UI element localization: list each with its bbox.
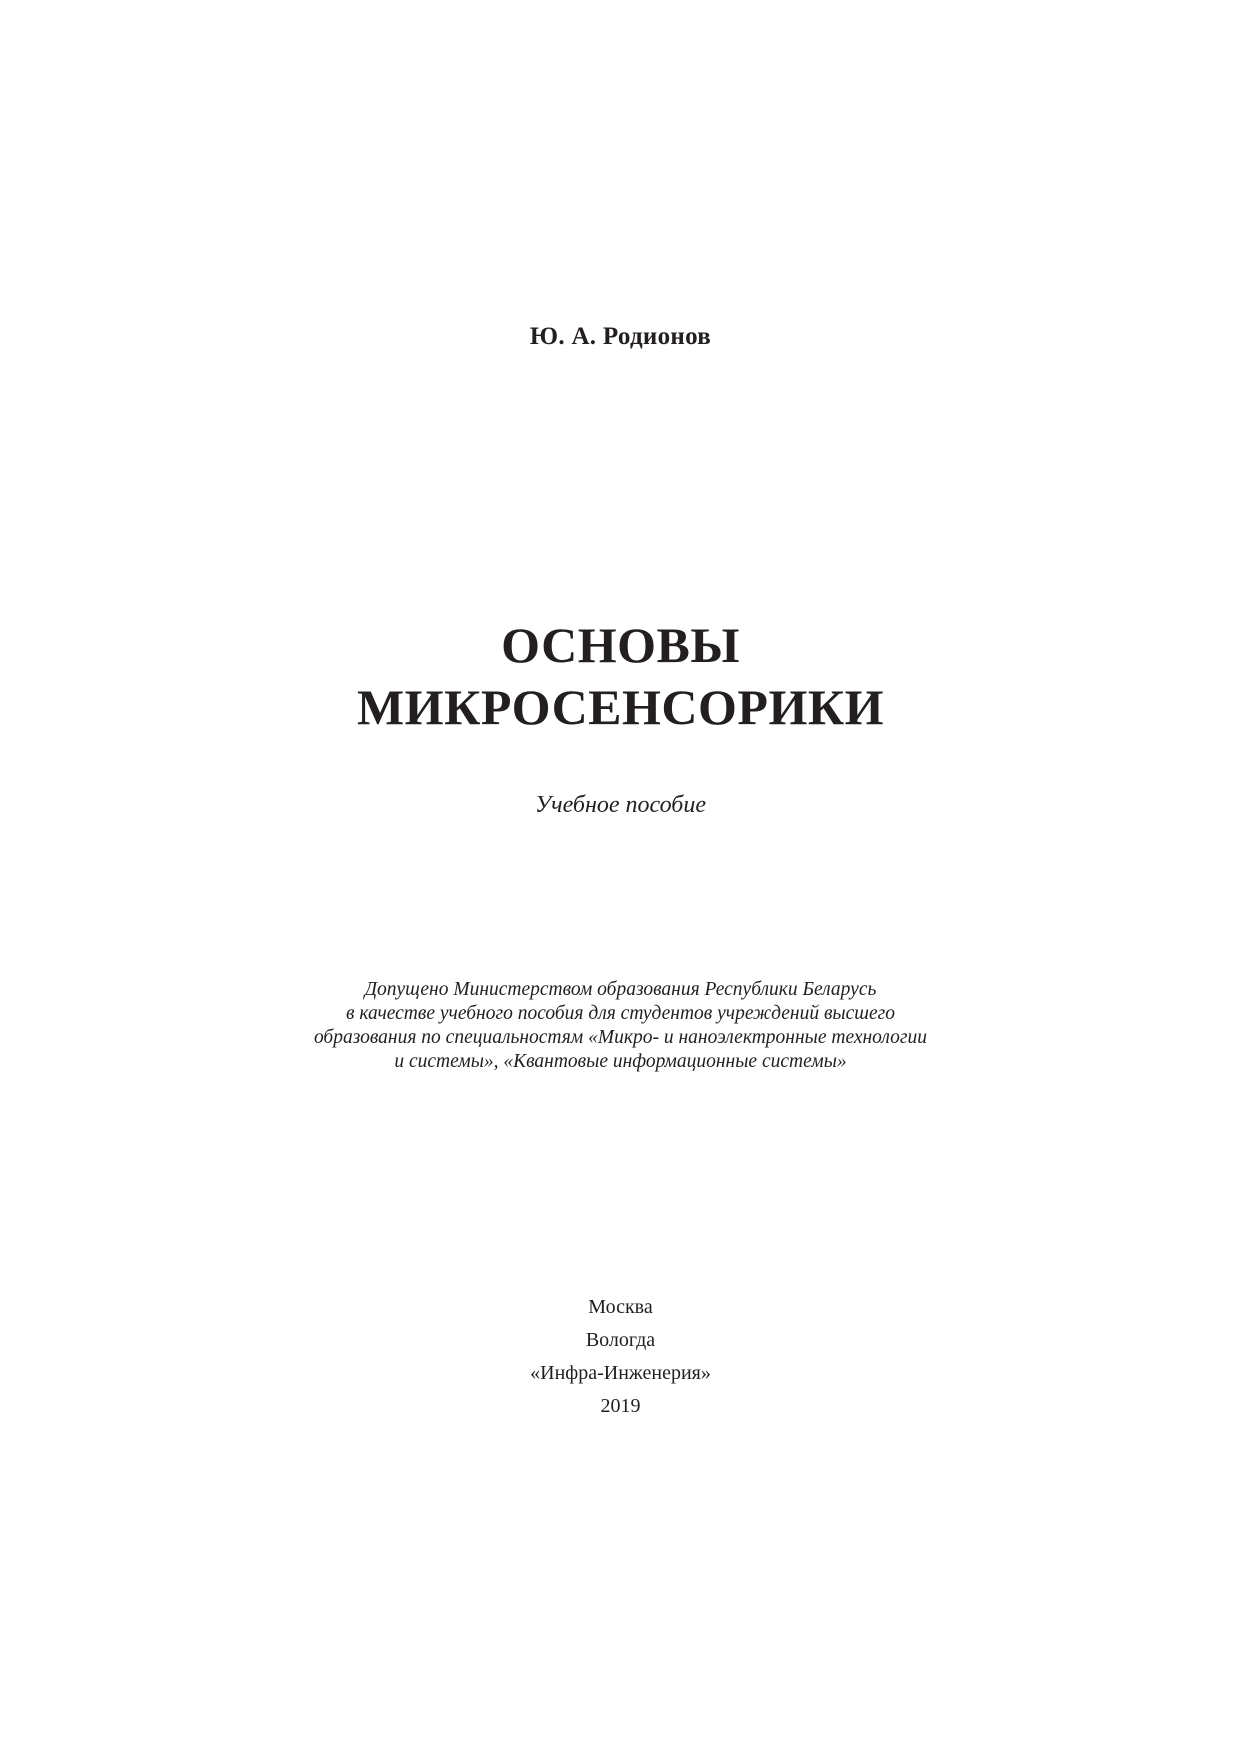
approval-line-1: Допущено Министерством образования Республики Беларусь [364, 979, 877, 1000]
imprint-year: 2019 [600, 1395, 641, 1417]
book-title [0, 614, 1241, 738]
imprint-publisher: «Инфра-Инженерия» [530, 1362, 711, 1384]
book-subtitle: Учебное пособие [534, 792, 707, 818]
imprint-cities [0, 1291, 1241, 1357]
approval-line-4: и системы», «Квантовые информационные системы» [394, 1051, 847, 1072]
approval-line-2: в качестве учебного пособия для студентов учреждений высшего [345, 1003, 896, 1024]
book-title-line-2: МИКРОСЕНСОРИКИ [356, 679, 885, 735]
approval-line-3: образования по специальностям «Микро- и наноэлектронные технологии [313, 1027, 928, 1048]
imprint-city-moscow: Москва [588, 1296, 653, 1318]
book-title-line-1: ОСНОВЫ [501, 617, 740, 673]
imprint-city-vologda: Вологда [585, 1329, 656, 1351]
approval-statement [0, 978, 1241, 1074]
author-name: Ю. А. Родионов [529, 323, 712, 350]
imprint-block [0, 1291, 1241, 1423]
